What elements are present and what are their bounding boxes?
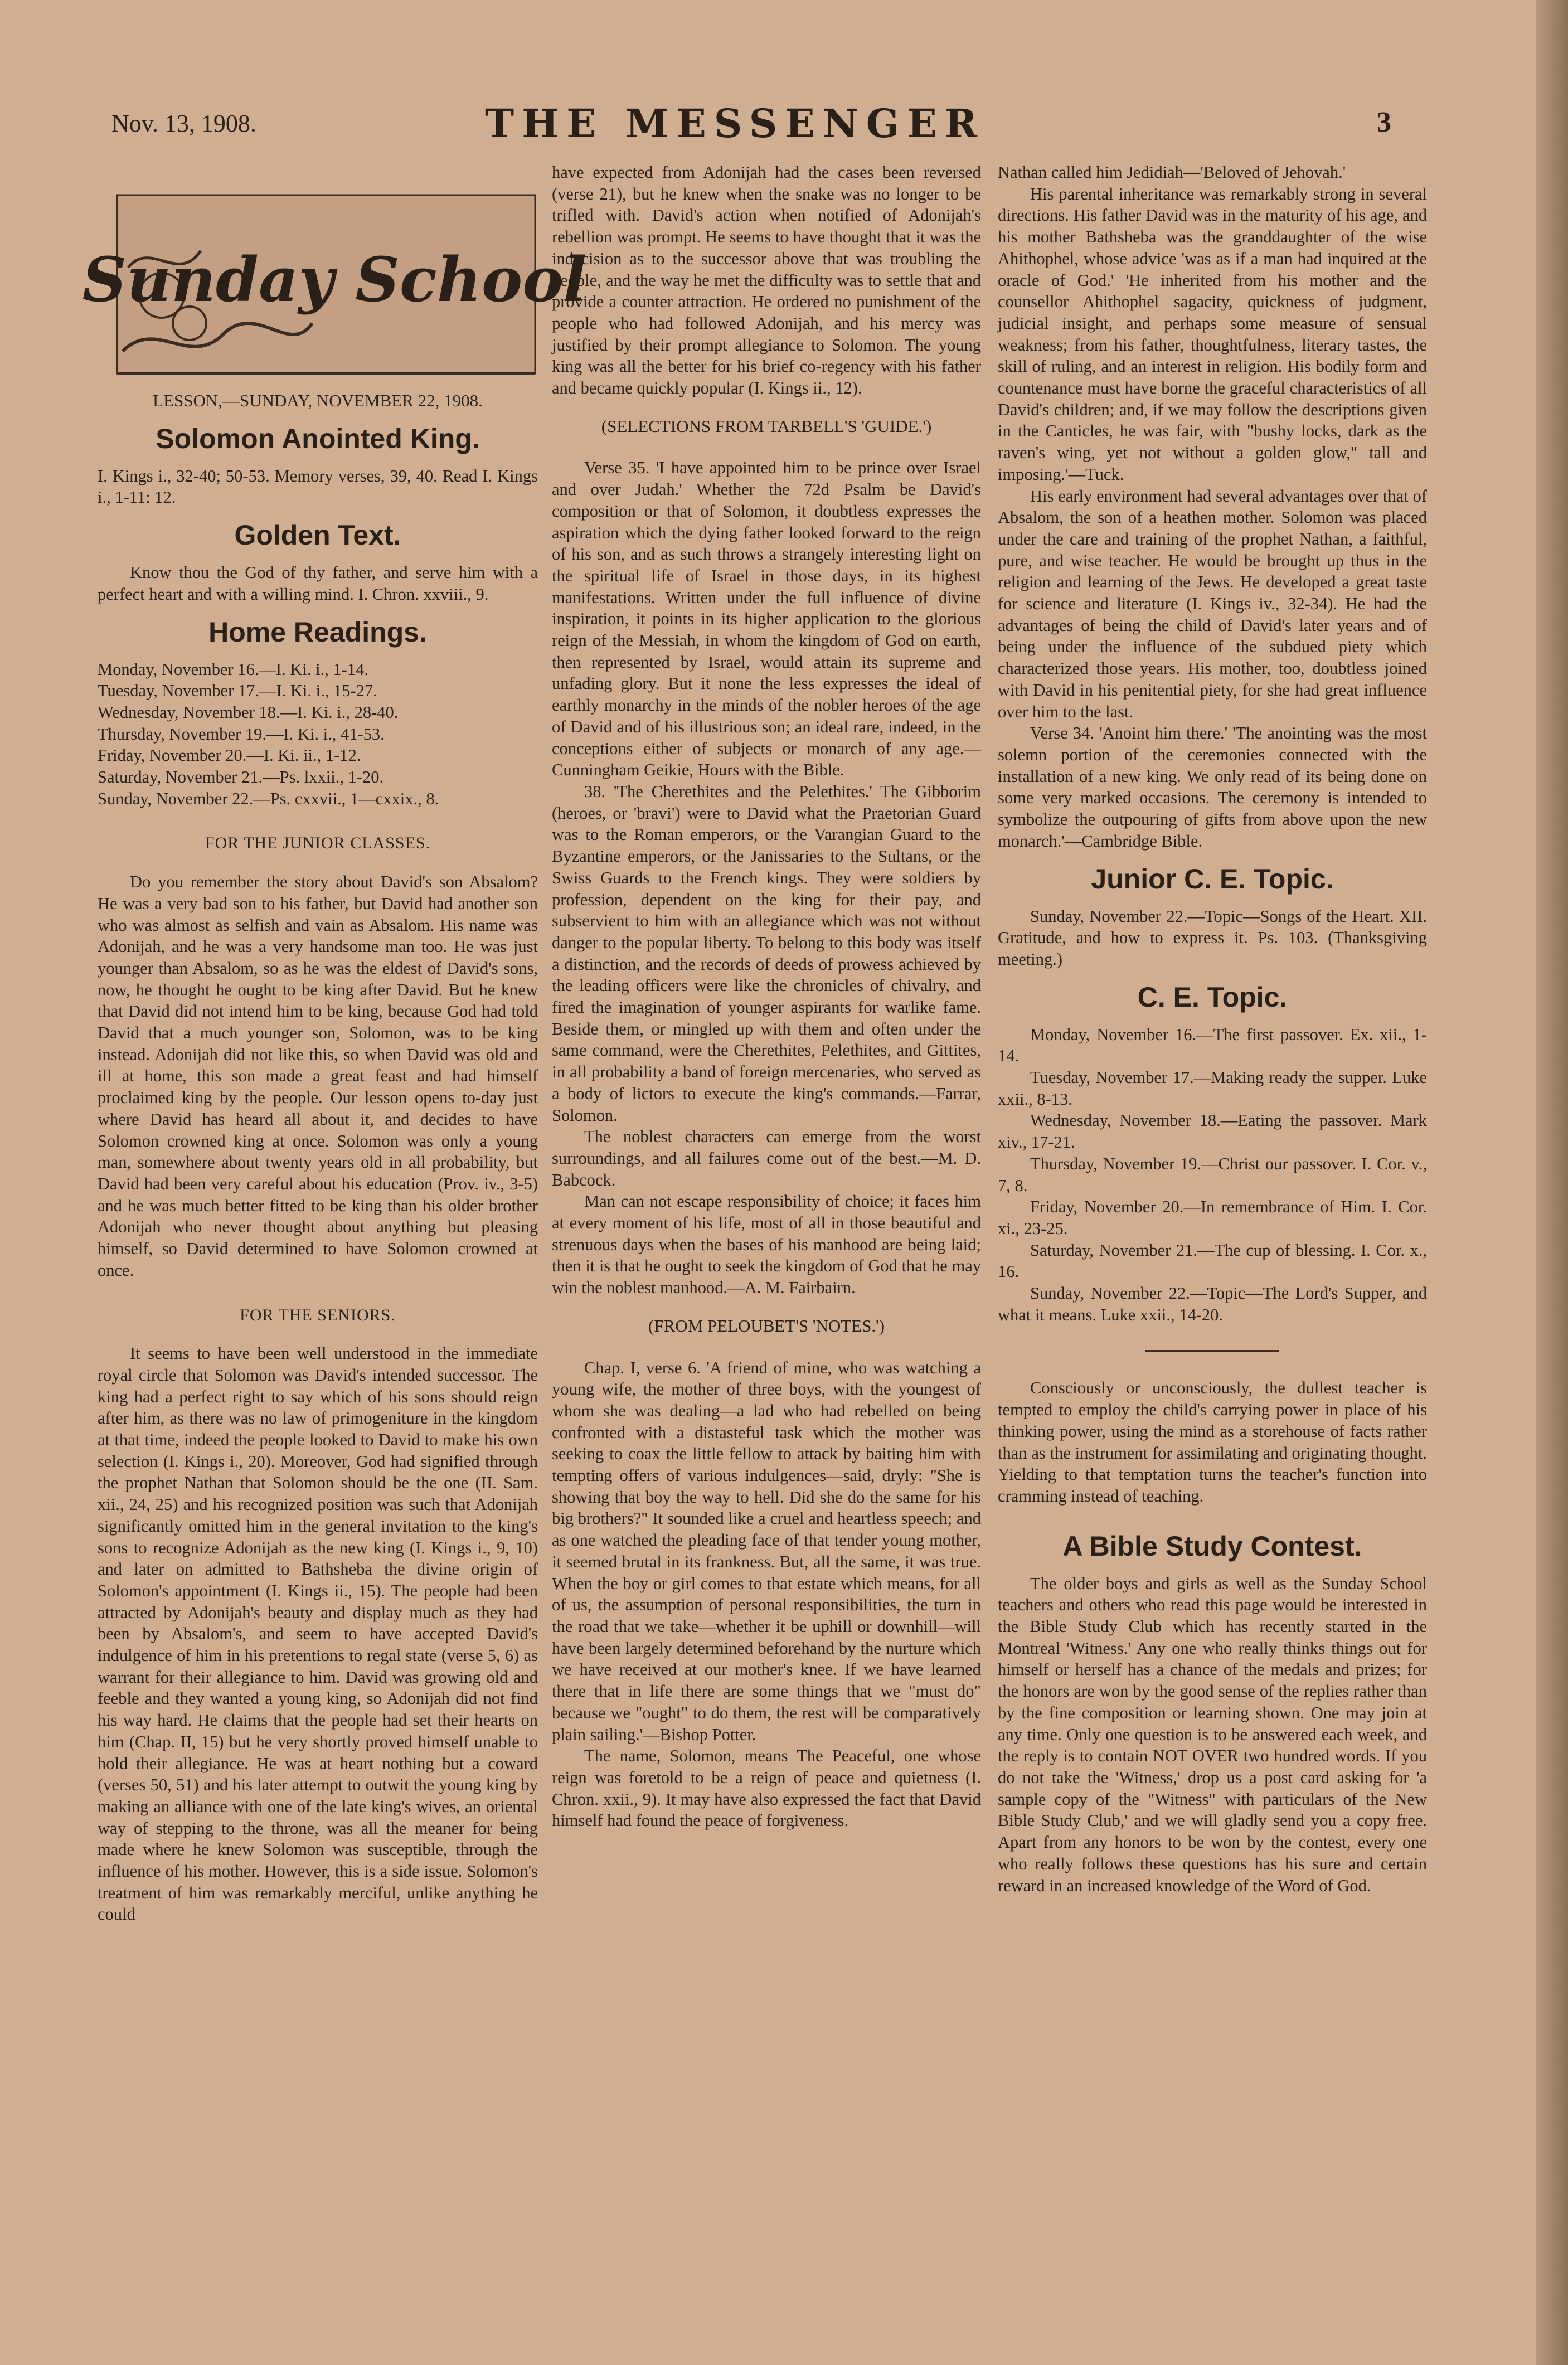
bible-study-contest-heading: A Bible Study Contest. (1062, 1530, 1362, 1562)
sunday-school-logo (82, 184, 587, 385)
ce-topic-item: Friday, November 20.—In remembrance of Him. I. Cor. xi., 23-25. (998, 1197, 1427, 1238)
reading-item: Wednesday, November 18.—I. Ki. i., 28-40. (98, 702, 399, 722)
teacher-paragraph: Consciously or unconsciously, the dullest teacher is tempted to employ the child's carrying power in place of his thinking power, using the mind as a storehouse of facts rather than as the instrument for assimilating and originating thought. Yielding to that temptation turns the teacher's function into cramming instead of teaching. (998, 1378, 1427, 1506)
binding-edge (1536, 0, 1568, 2365)
peloubet-paragraph: Chap. I, verse 6. 'A friend of mine, who was watching a young wife, the mother of three boys, with the youngest of whom she was dealing—a lad who had rebelled on being confronted with a distasteful task which the mother was seeking to coax the little fellow to attack by baiting him with tempting offers of various indulgences—said, dryly: "She is showing that boy the way to hell. Did she do the same for his big brothers?" It sounded like a cruel and heartless speech; and as one watched the pleading face of that tender young mother, it seemed brutal in its frankness. But, all the same, it was true. When the boy or girl comes to that estate which means, for all of us, the assumption of personal responsibilities, the turn in the road that we take—whether it be uphill or downhill—will have been largely determined beforehand by the nurture which we have received at our mother's knee. If we have learned there that in life there are some things that we "must do" because we "ought" to do them, the rest will be comparatively plain sailing.'—Bishop Potter. (552, 1358, 981, 1744)
ce-topic-item: Thursday, November 19.—Christ our passover. I. Cor. v., 7, 8. (998, 1154, 1427, 1195)
bible-study-contest-text: The older boys and girls as well as the Sunday School teachers and others who read this page would be interested in the Bible Study Club which has recently started in the Montreal 'Witness.' Any one who really thinks things out for himself or herself has a chance of the medals and prizes; for the honors are won by the good sense of the replies rather than by the fine composition or learning shown. One may join at any time. Only one question is to be answered each week, and the reply is to contain NOT OVER two hundred words. If you do not take the 'Witness,' drop us a post card asking for 'a sample copy of the "Witness" with particulars of the New Bible Study Club,' and we will gladly send you a copy free. Apart from any honors to be won by the contest, every one who really follows these questions has his sure and certain reward in an increased knowledge of the Word of God. (998, 1574, 1427, 1895)
ce-topic-item: Sunday, November 22.—Topic—The Lord's Supper, and what it means. Luke xxii., 14-20. (998, 1284, 1427, 1324)
ce-topic-item: Wednesday, November 18.—Eating the passover. Mark xiv., 17-21. (998, 1111, 1427, 1152)
tarbell-paragraph: Verse 35. 'I have appointed him to be prince over Israel and over Judah.' Whether the 72d Psalm be David's composition or that of Solomon, it doubtless expresses the aspiration which the dying father looked forward to the reign of his son, and as such throws a strangely interesting light on the spiritual life of Israel in those days, in its highest manifestations. Written under the full influence of divine inspiration, it points in its higher application to the glorious reign of the Messiah, in whom the kingdom of God on earth, then represented by Israel, would attain its supreme and unfading glory. But it none the less expresses the ideal of earthly monarchy in the minds of the nobler heroes of the age of David and of his illustrious son; an ideal rare, indeed, in the conceptions either of subjects or monarch of any age.—Cunningham Geikie, Hours with the Bible. (552, 458, 981, 780)
commentary-paragraph: Verse 34. 'Anoint him there.' 'The anointing was the most solemn portion of the ceremonies connected with the installation of a new king. We only read of its being done on some very marked occasions. The ceremony is intended to symbolize the outpouring of gifts from above upon the new monarch.'—Cambridge Bible. (998, 723, 1427, 851)
page-number: 3 (1377, 106, 1391, 138)
logo-lettering: Sunday School (82, 244, 587, 315)
seniors-text: It seems to have been well understood in the immediate royal circle that Solomon was David's intended successor. The king had a perfect right to say which of his sons should reign after him, as there was no law of primogeniture in the kingdom at that time, indeed the people looked to David to make his own selection (I. Kings i., 20). Moreover, God had signified through the prophet Nathan that Solomon should be the one (II. Sam. xii., 24, 25) and his recognized position was such that Adonijah significantly omitted him in the general invitation to the king's sons to recognize Adonijah as the new king (I. Kings i., 9, 10) and later on admitted to Bathsheba the divine origin of Solomon's appointment (I. Kings ii., 15). The people had been attracted by Adonijah's beauty and display much as they had been by Absalom's, and seem to have accepted David's indulgence of him in his pretentions to regal state (verse 5, 6) as warrant for their allegiance to him. David was growing old and feeble and they wanted a young king, so Adonijah did not find his way hard. He claims that the people had set their hearts on him (Chap. II, 15) but he very shortly proved himself unable to hold their allegiance. He was at heart nothing but a coward (verses 50, 51) and his later attempt to outwit the young king by making an alliance with one of the late king's wives, an oriental way of stepping to the throne, was all the meaner for being made where he knew Solomon was susceptible, through the influence of his mother. However, this is a side issue. Solomon's treatment of him was remarkably merciful, unlike anything he could (98, 1344, 538, 1924)
ce-topic-item: Tuesday, November 17.—Making ready the supper. Luke xxii., 8-13. (998, 1068, 1427, 1109)
reading-item: Tuesday, November 17.—I. Ki. i., 15-27. (98, 681, 377, 701)
commentary-paragraph: His parental inheritance was remarkably strong in several directions. His father David was in the maturity of his age, and his mother Bathsheba was the granddaughter of the wise Ahithophel, whose advice 'was as if a man had inquired at the oracle of God.' 'He inherited from his mother and the counsellor Ahithophel sagacity, quickness of judgment, judicial insight, and perhaps some measure of sensual weakness; from his father, thoughtfulness, literary tastes, the skill of ruling, and an interest in religion. His bodily form and countenance must have borne the graceful characteristics of all David's children; and, if we may follow the descriptions given in the Canticles, he was fair, with "bushy locks, dark as the raven's wing, yet not without a golden glow," tall and imposing.'—Tuck. (998, 184, 1427, 484)
tarbell-paragraph: 38. 'The Cherethites and the Pelethites.' The Gibborim (heroes, or 'bravi') were to David what the Praetorian Guard was to the Roman emperors, or the Varangian Guard to the Byzantine emperors, or the Janissaries to the Sultans, or the Swiss Guards to the French kings. They were soldiers by profession, dependent on the king for their pay, and subservient to him with an allegiance which was not without danger to the popular liberty. To belong to this body was itself a distinction, and the records of deeds of prowess achieved by the leading officers were like the chronicles of chivalry, and fired the imagination of younger aspirants for warlike fame. Beside them, or mingled up with them and often under the same command, were the Cherethites, Pelethites, and Gittites, in all probability a band of foreign mercenaries, who served as a body of lictors to execute the king's commands.—Farrar, Solomon. (552, 781, 981, 1125)
tarbell-paragraph: The noblest characters can emerge from the worst surroundings, and all failures come out of the best.—M. D. Babcock. (552, 1127, 981, 1189)
reading-item: Sunday, November 22.—Ps. cxxvii., 1—cxxix., 8. (98, 789, 439, 808)
reading-item: Friday, November 20.—I. Ki. ii., 1-12. (98, 746, 361, 765)
lesson-title: Solomon Anointed King. (156, 423, 480, 454)
column-left (98, 390, 538, 1925)
junior-classes-heading: FOR THE JUNIOR CLASSES. (205, 834, 431, 853)
junior-ce-text: Sunday, November 22.—Topic—Songs of the Heart. XII. Gratitude, and how to express it. Ps. 103. (Thanksgiving meeting.) (998, 906, 1427, 969)
section-divider (1145, 1350, 1279, 1352)
golden-text: Know thou the God of thy father, and serve him with a perfect heart and with a willing mind. I. Chron. xxviii., 9. (98, 563, 538, 604)
seniors-continued: have expected from Adonijah had the cases been reversed (verse 21), but he knew when the snake was no longer to be trifled with. David's action when notified of Adonijah's rebellion was prompt. He seems to have thought that it was the indecision as to the successor above that was troubling the people, and the way he met the difficulty was to settle that and provide a counter attraction. He ordered no punishment of the people who had followed Adonijah, and his mercy was justified by their prompt allegiance to Solomon. The young king was all the better for his brief co-regency with his father and became quickly popular (I. Kings ii., 12). (552, 163, 981, 398)
reading-item: Thursday, November 19.—I. Ki. i., 41-53. (98, 724, 385, 744)
column-right (998, 162, 1427, 1896)
commentary-paragraph: His early environment had several advantages over that of Absalom, the son of a heathen mother. Solomon was placed under the care and training of the prophet Nathan, a faithful, pure, and wise teacher. He would be brought up thus in the religion and learning of the Jews. He developed a great taste for science and literature (I. Kings iv., 32-34). He had the advantages of being the child of David's later years and of being under the influence of the subdued piety which characterized those years. His mother, too, doubtless joined with David in his penitential piety, for she had great influence over him to the last. (998, 486, 1427, 721)
scripture-reference: I. Kings i., 32-40; 50-53. Memory verses, 39, 40. Read I. Kings i., 1-11: 12. (98, 466, 538, 507)
tarbell-heading: (SELECTIONS FROM TARBELL'S 'GUIDE.') (601, 416, 932, 436)
home-readings-heading: Home Readings. (208, 616, 427, 648)
commentary-paragraph: Nathan called him Jedidiah—'Beloved of Jehovah.' (998, 163, 1346, 182)
column-middle (552, 162, 981, 1832)
masthead-title: THE MESSENGER (485, 100, 986, 147)
junior-ce-heading: Junior C. E. Topic. (1091, 863, 1334, 895)
peloubet-paragraph: The name, Solomon, means The Peaceful, one whose reign was foretold to be a reign of peace and quietness (I. Chron. xxii., 9). It may have also expressed the fact that David himself had found the peace of forgiveness. (552, 1746, 981, 1830)
ce-topic-heading: C. E. Topic. (1137, 981, 1288, 1013)
tarbell-paragraph: Man can not escape responsibility of choice; it faces him at every moment of his life, most of all in those beautiful and strenuous days when the bases of his manhood are being laid; then it is that he ought to seek the kingdom of God that he may win the noblest manhood.—A. M. Fairbairn. (552, 1192, 981, 1298)
ce-topic-item: Saturday, November 21.—The cup of blessing. I. Cor. x., 16. (998, 1240, 1427, 1281)
issue-date: Nov. 13, 1908. (111, 110, 256, 137)
seniors-heading: FOR THE SENIORS. (240, 1305, 396, 1324)
ce-topic-item: Monday, November 16.—The first passover. Ex. xii., 1-14. (998, 1024, 1427, 1066)
junior-classes-text: Do you remember the story about David's son Absalom? He was a very bad son to his father, but David had another son who was almost as selfish and vain as Absalom. His name was Adonijah, and he was a very handsome man too. He was just younger than Absalom, so as he was the eldest of David's sons, now, he thought he ought to be king after David. But he knew that David did not intend him to be king, because God had told David that a much younger son, Solomon, was to be king instead. Adonijah did not like this, so when David was old and ill at home, this son made a great feast and had himself proclaimed king by the people. Our lesson opens to-day just where David has heard all about it, and decides to have Solomon crowned king at once. Solomon was only a young man, somewhere about twenty years old in all probability, but David had been very careful about his education (Prov. iv., 3-5) and he was much better fitted to be king than his older brother Adonijah who never thought about anything but pleasing himself, so David determined to have Solomon crowned at once. (98, 872, 538, 1280)
peloubet-heading: (FROM PELOUBET'S 'NOTES.') (648, 1315, 885, 1336)
reading-item: Monday, November 16.—I. Ki. i., 1-14. (98, 659, 368, 679)
reading-item: Saturday, November 21.—Ps. lxxii., 1-20. (98, 768, 384, 787)
golden-text-heading: Golden Text. (234, 519, 401, 551)
lesson-line: LESSON,—SUNDAY, NOVEMBER 22, 1908. (153, 391, 483, 410)
